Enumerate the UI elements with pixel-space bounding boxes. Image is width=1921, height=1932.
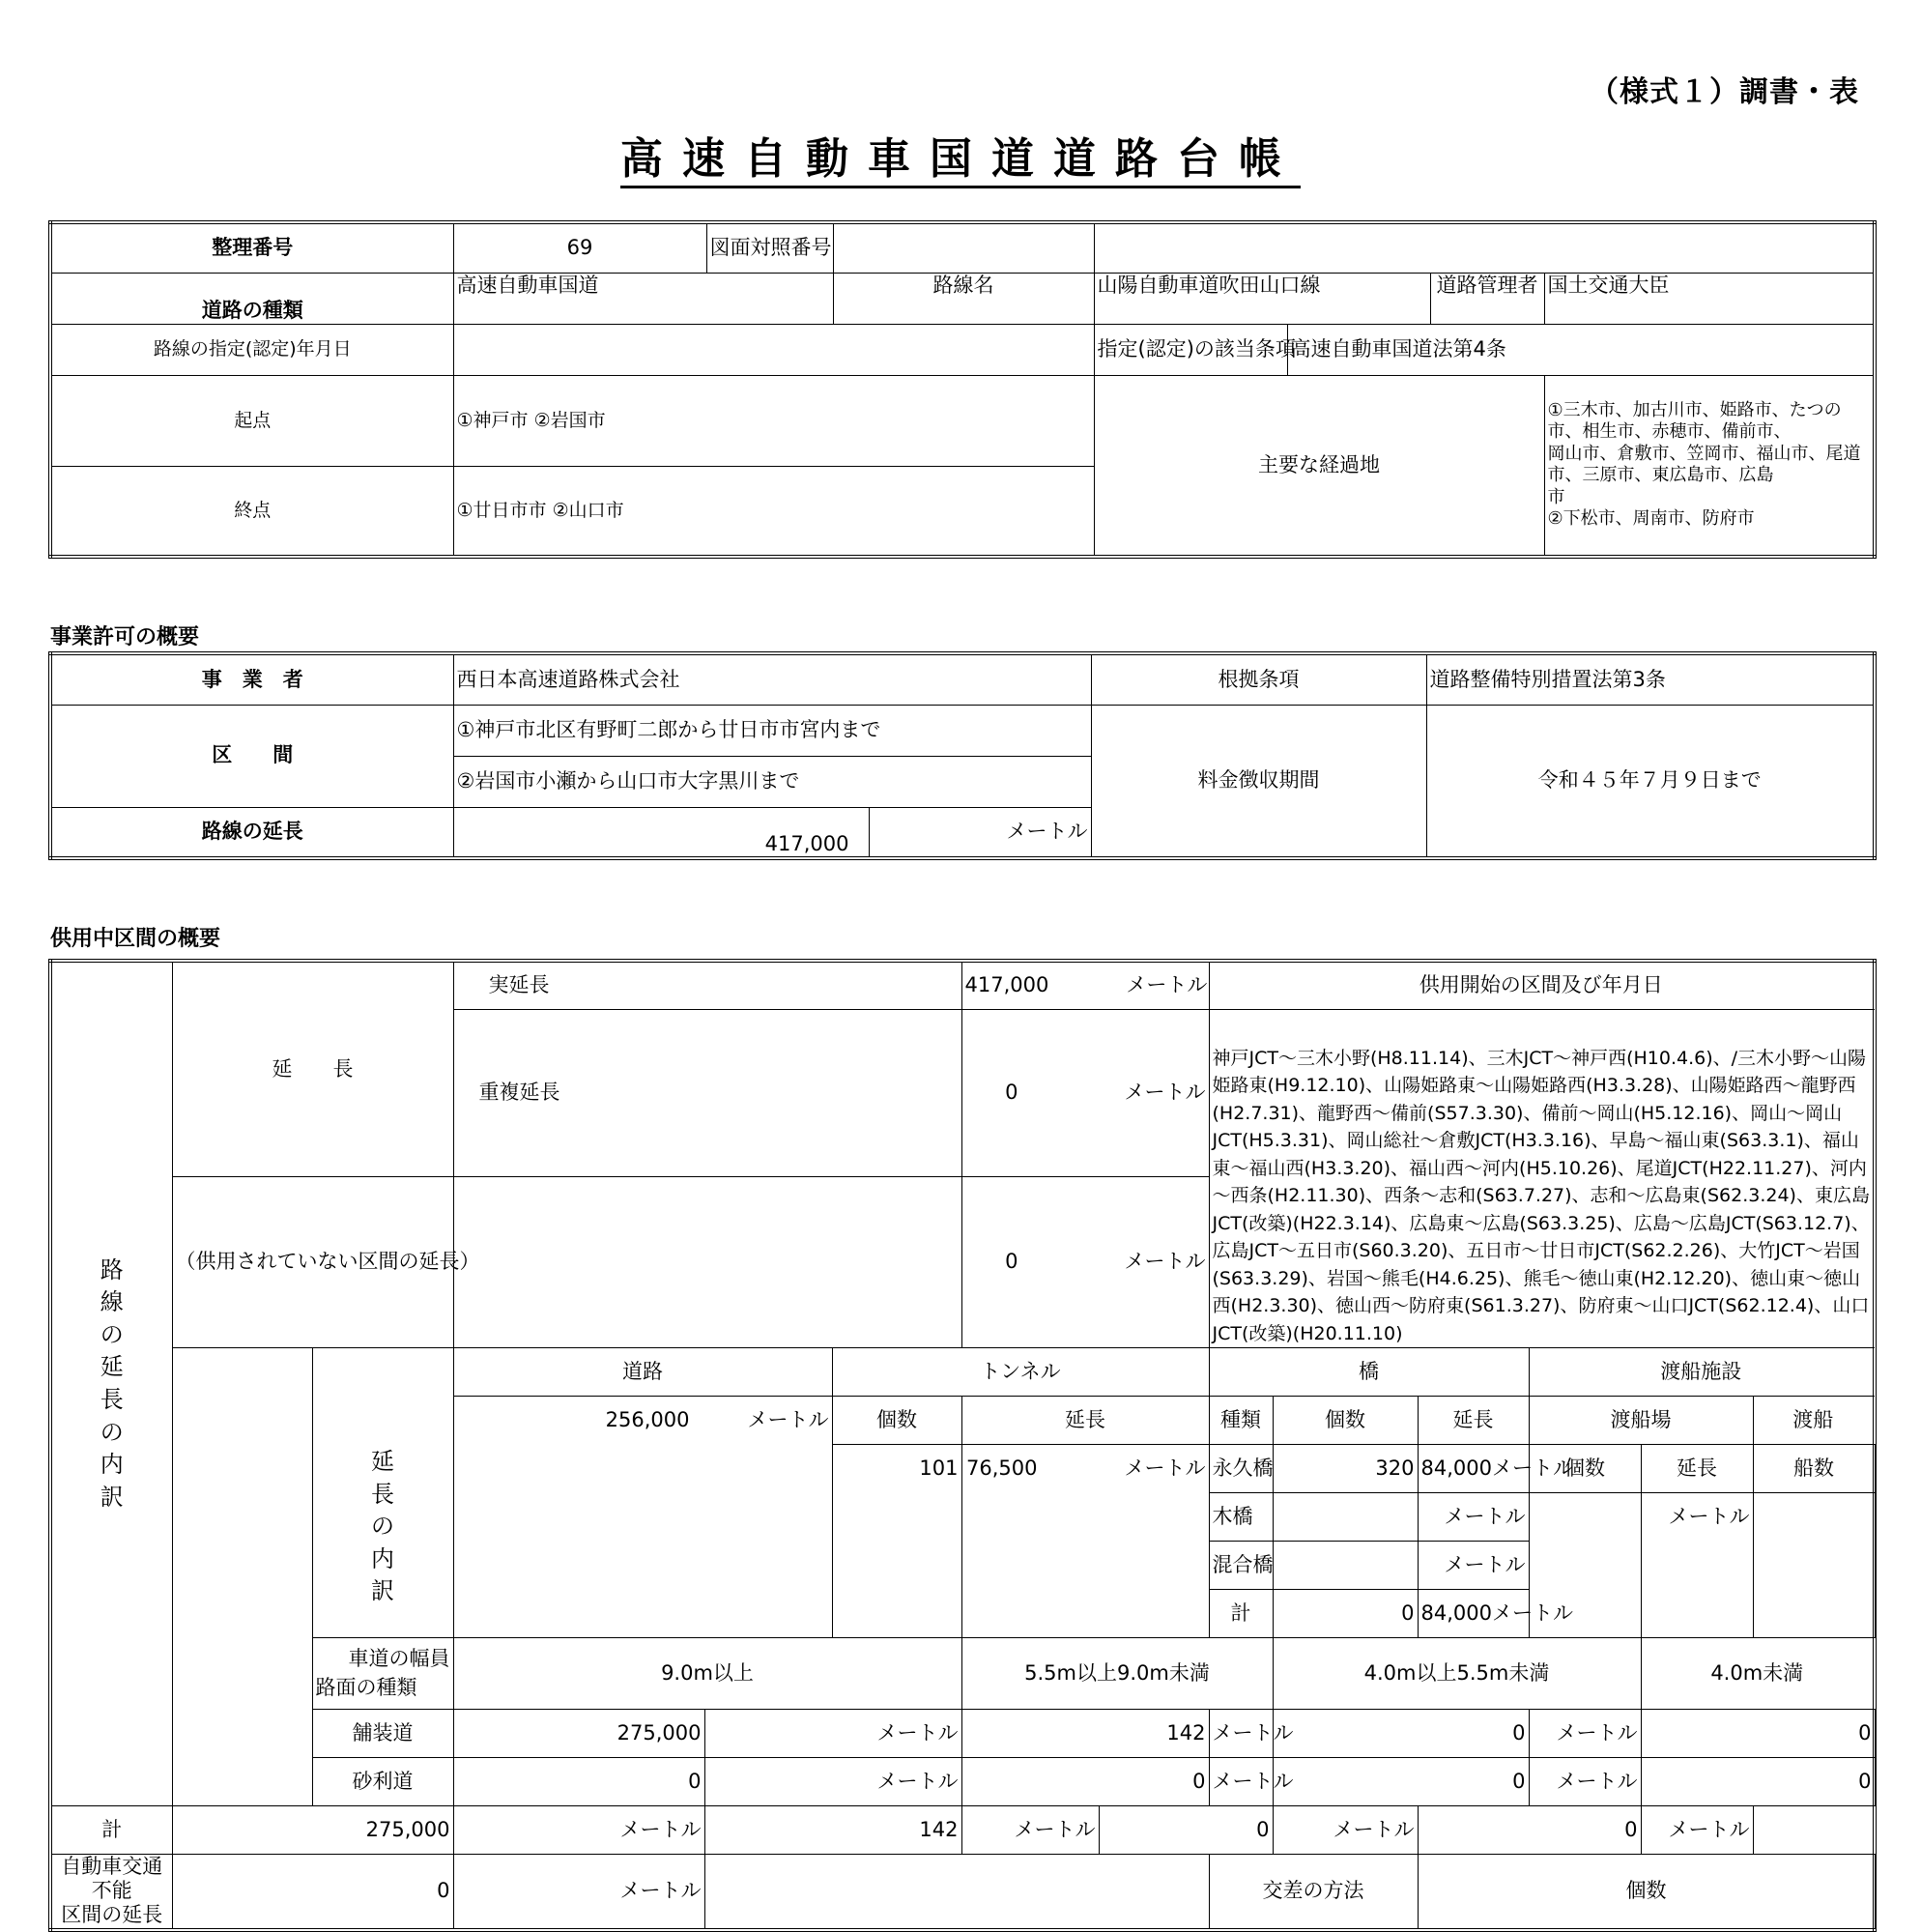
kongo-label: 混合橋 [1209, 1542, 1273, 1590]
tosen-label: 渡船施設 [1529, 1348, 1875, 1397]
kukan-2: ②岩国市小瀬から山口市大字黒川まで [453, 756, 1091, 807]
tunnel-encho-label: 延長 [961, 1397, 1209, 1445]
kosa-kosu-label: 個数 [1418, 1855, 1875, 1930]
doro-label: 道路 [453, 1348, 832, 1397]
joko-value: 高速自動車国道法第4条 [1287, 324, 1875, 375]
tosenba-label: 渡船場 [1529, 1397, 1753, 1445]
tosenba-unit: メートル [1641, 1493, 1753, 1638]
joko-label: 指定(認定)の該当条項 [1094, 324, 1287, 375]
uchiwake-blank [172, 1348, 312, 1806]
tunnel-kosu-label: 個数 [832, 1397, 961, 1445]
kanrisha-value: 国土交通大臣 [1544, 273, 1875, 324]
hoso-4: 0 [1641, 1710, 1875, 1758]
hashi-kei-length: 84,000メートル [1418, 1590, 1529, 1638]
shitei-label: 路線の指定(認定)年月日 [50, 324, 453, 375]
seiri-value: 69 [453, 222, 706, 273]
hikyoyo-label: （供用されていない区間の延長） [172, 1176, 453, 1347]
keika-value: ①三木市、加古川市、姫路市、たつの市、相生市、赤穂市、備前市、 岡山市、倉敷市、笠岡市、福山市、尾道市、三原市、東広島市、広島 市 ②下松市、周南市、防府市 [1544, 375, 1875, 557]
hoso-1: 275,000 [453, 1710, 704, 1758]
jigyo-caption: 事業許可の概要 [50, 625, 200, 649]
jari-4: 0 [1641, 1758, 1875, 1806]
ryokin-value: 令和４５年７月９日まで [1426, 705, 1875, 858]
kanrisha-label: 道路管理者 [1430, 273, 1544, 324]
konkyo-value: 道路整備特別措置法第3条 [1426, 653, 1875, 705]
kyoyo-encho-label: 延 長 [172, 961, 453, 1176]
shurui-value: 高速自動車国道 [453, 273, 833, 324]
kongo-unit: メートル [1418, 1542, 1529, 1590]
haba-col3: 4.0m以上5.5m未満 [1273, 1638, 1641, 1710]
eikyu-length: 84,000メートル [1418, 1445, 1529, 1493]
kaishi-text: 神戸JCT～三木小野(H8.11.14)、三木JCT～神戸西(H10.4.6)、/三木小野～山陽姫路東(H9.12.10)、山陽姫路東～山陽姫路西(H3.3.28)、山陽姫路西～龍野西(H2.7.31)、龍野西～備前(S57.3.30)、備前～岡山(H5.12.16)、岡山～岡山JCT(H5.3.31)、岡山総社～倉敷JCT(H3.3.16)、早島～福山東(S63.3.1)、福山東～福山西(H3.3.20)、福山西～河内(H5.10.26)、尾道JCT(H22.11.27)、河内～西条(H2.11.30)、西条～志和(S63.7.27)、志和～広島東(S62.3.24)、東広島JCT(改築)(H22.3.14)、広島東～広島(S63.3.25)、広島～広島JCT(S63.12.7)、広島JCT～五日市(S60.3.20)、五日市～廿日市JCT(S62.2.26)、大竹JCT～岩国(S63.3.29)、岩国～熊毛(H4.6.25)、熊毛～徳山東(H2.12.20)、徳山東～徳山西(H2.3.30)、徳山西～防府東(S61.3.27)、防府東～山口JCT(S62.12.4)、山口JCT(改築)(H20.11.10) [1209, 1009, 1875, 1348]
kiten-label: 起点 [50, 375, 453, 466]
choufuku-label: 重複延長 [453, 1009, 961, 1176]
jari-2: 0 [961, 1758, 1209, 1806]
hikyoyo-blank [453, 1176, 961, 1347]
kei-1: 275,000 [172, 1806, 453, 1855]
funo-unit: メートル [453, 1855, 704, 1930]
tunnel-count: 101 [832, 1445, 961, 1638]
encho-value: 417,000 [453, 807, 869, 858]
funo-label: 自動車交通不能 区間の延長 [50, 1855, 172, 1930]
jari-3-unit: メートル [1529, 1758, 1641, 1806]
tosen-sub-label: 渡船 [1753, 1397, 1875, 1445]
zumen-label: 図面対照番号 [706, 222, 833, 273]
funo-value: 0 [172, 1855, 453, 1930]
haba-col1: 9.0m以上 [453, 1638, 961, 1710]
tosen-sensu-label: 船数 [1753, 1445, 1875, 1493]
hoso-3-unit: メートル [1529, 1710, 1641, 1758]
seiri-label: 整理番号 [50, 222, 453, 273]
kongo-count [1273, 1542, 1418, 1590]
funo-blank [704, 1855, 1209, 1930]
hoso-label: 舗装道 [312, 1710, 453, 1758]
rosenmei-label: 路線名 [833, 273, 1094, 324]
shurui-label: 道路の種類 [50, 273, 453, 324]
haba-col2: 5.5m以上9.0m未満 [961, 1638, 1273, 1710]
jigyo-table [48, 651, 1877, 860]
kukan-1: ①神戸市北区有野町二郎から廿日市市宮内まで [453, 705, 1091, 756]
hashi-kosu-label: 個数 [1273, 1397, 1418, 1445]
haba-head-label: 車道の幅員 路面の種類 [312, 1638, 453, 1710]
kyoyo-table [48, 959, 1877, 1932]
hoso-1-unit: メートル [704, 1710, 961, 1758]
kiten-value: ①神戸市 ②岩国市 [453, 375, 1094, 466]
jitsu-label: 実延長 [453, 961, 961, 1009]
zumen-value [833, 222, 1094, 273]
haba-kei-label: 計 [50, 1806, 172, 1855]
hoso-2-unit: メートル [1209, 1710, 1273, 1758]
choufuku-value-unit: 0 メートル [961, 1009, 1209, 1176]
jari-1: 0 [453, 1758, 704, 1806]
kei-2: 142 [704, 1806, 961, 1855]
jari-3: 0 [1273, 1758, 1529, 1806]
shuten-value: ①廿日市市 ②山口市 [453, 466, 1094, 557]
hashi-label: 橋 [1209, 1348, 1529, 1397]
mokkyo-count [1273, 1493, 1418, 1542]
hashi-kei-count: 0 [1273, 1590, 1418, 1638]
keika-label: 主要な経過地 [1094, 375, 1544, 557]
tosenba-kosu-label: 個数 [1529, 1445, 1641, 1493]
ryokin-label: 料金徴収期間 [1091, 705, 1426, 858]
mokkyo-unit: メートル [1418, 1493, 1529, 1542]
uchiwake-side-label: 延長の内訳 [312, 1348, 453, 1638]
konkyo-label: 根拠条項 [1091, 653, 1426, 705]
doro-value-unit: 256,000 メートル [453, 1397, 832, 1638]
eikyu-count: 320 [1273, 1445, 1418, 1493]
shuten-label: 終点 [50, 466, 453, 557]
jari-1-unit: メートル [704, 1758, 961, 1806]
kei-3: 0 [1099, 1806, 1273, 1855]
kei-1-unit: メートル [453, 1806, 704, 1855]
kei-4: 0 [1418, 1806, 1641, 1855]
haba-col4: 4.0m未満 [1641, 1638, 1875, 1710]
tosenba-encho-label: 延長 [1641, 1445, 1753, 1493]
hashi-kei-label: 計 [1209, 1590, 1273, 1638]
kukan-label: 区 間 [50, 705, 453, 807]
tosen-sensu [1753, 1493, 1875, 1638]
kaishi-label: 供用開始の区間及び年月日 [1209, 961, 1875, 1009]
kei-4-unit: メートル [1641, 1806, 1753, 1855]
mokkyo-label: 木橋 [1209, 1493, 1273, 1542]
rosenmei-value: 山陽自動車道吹田山口線 [1094, 273, 1430, 324]
jari-2-unit: メートル [1209, 1758, 1273, 1806]
encho-unit: メートル [869, 807, 1091, 858]
hoso-3: 0 [1273, 1710, 1529, 1758]
page-title: 高速自動車国道道路台帳 [0, 124, 1921, 186]
jari-label: 砂利道 [312, 1758, 453, 1806]
kyoyo-side-label: 路線の延長の内訳 [50, 961, 172, 1806]
jigyosha-label: 事 業 者 [50, 653, 453, 705]
kosa-label: 交差の方法 [1209, 1855, 1418, 1930]
shitei-value [453, 324, 1094, 375]
hikyoyo-value-unit: 0 メートル [961, 1176, 1209, 1347]
form-label: （様式１）調書・表 [1590, 75, 1859, 109]
kyoyo-caption: 供用中区間の概要 [50, 927, 221, 951]
header-table [48, 220, 1877, 559]
kei-2-unit: メートル [961, 1806, 1099, 1855]
hashi-shurui-label: 種類 [1209, 1397, 1273, 1445]
jitsu-value-unit: 417,000 メートル [961, 961, 1209, 1009]
tunnel-label: トンネル [832, 1348, 1209, 1397]
hashi-encho-label: 延長 [1418, 1397, 1529, 1445]
eikyu-label: 永久橋 [1209, 1445, 1273, 1493]
encho-label: 路線の延長 [50, 807, 453, 858]
tunnel-length-unit: 76,500 メートル [961, 1445, 1209, 1638]
hoso-2: 142 [961, 1710, 1209, 1758]
kei-3-unit: メートル [1273, 1806, 1418, 1855]
jigyosha-value: 西日本高速道路株式会社 [453, 653, 1091, 705]
